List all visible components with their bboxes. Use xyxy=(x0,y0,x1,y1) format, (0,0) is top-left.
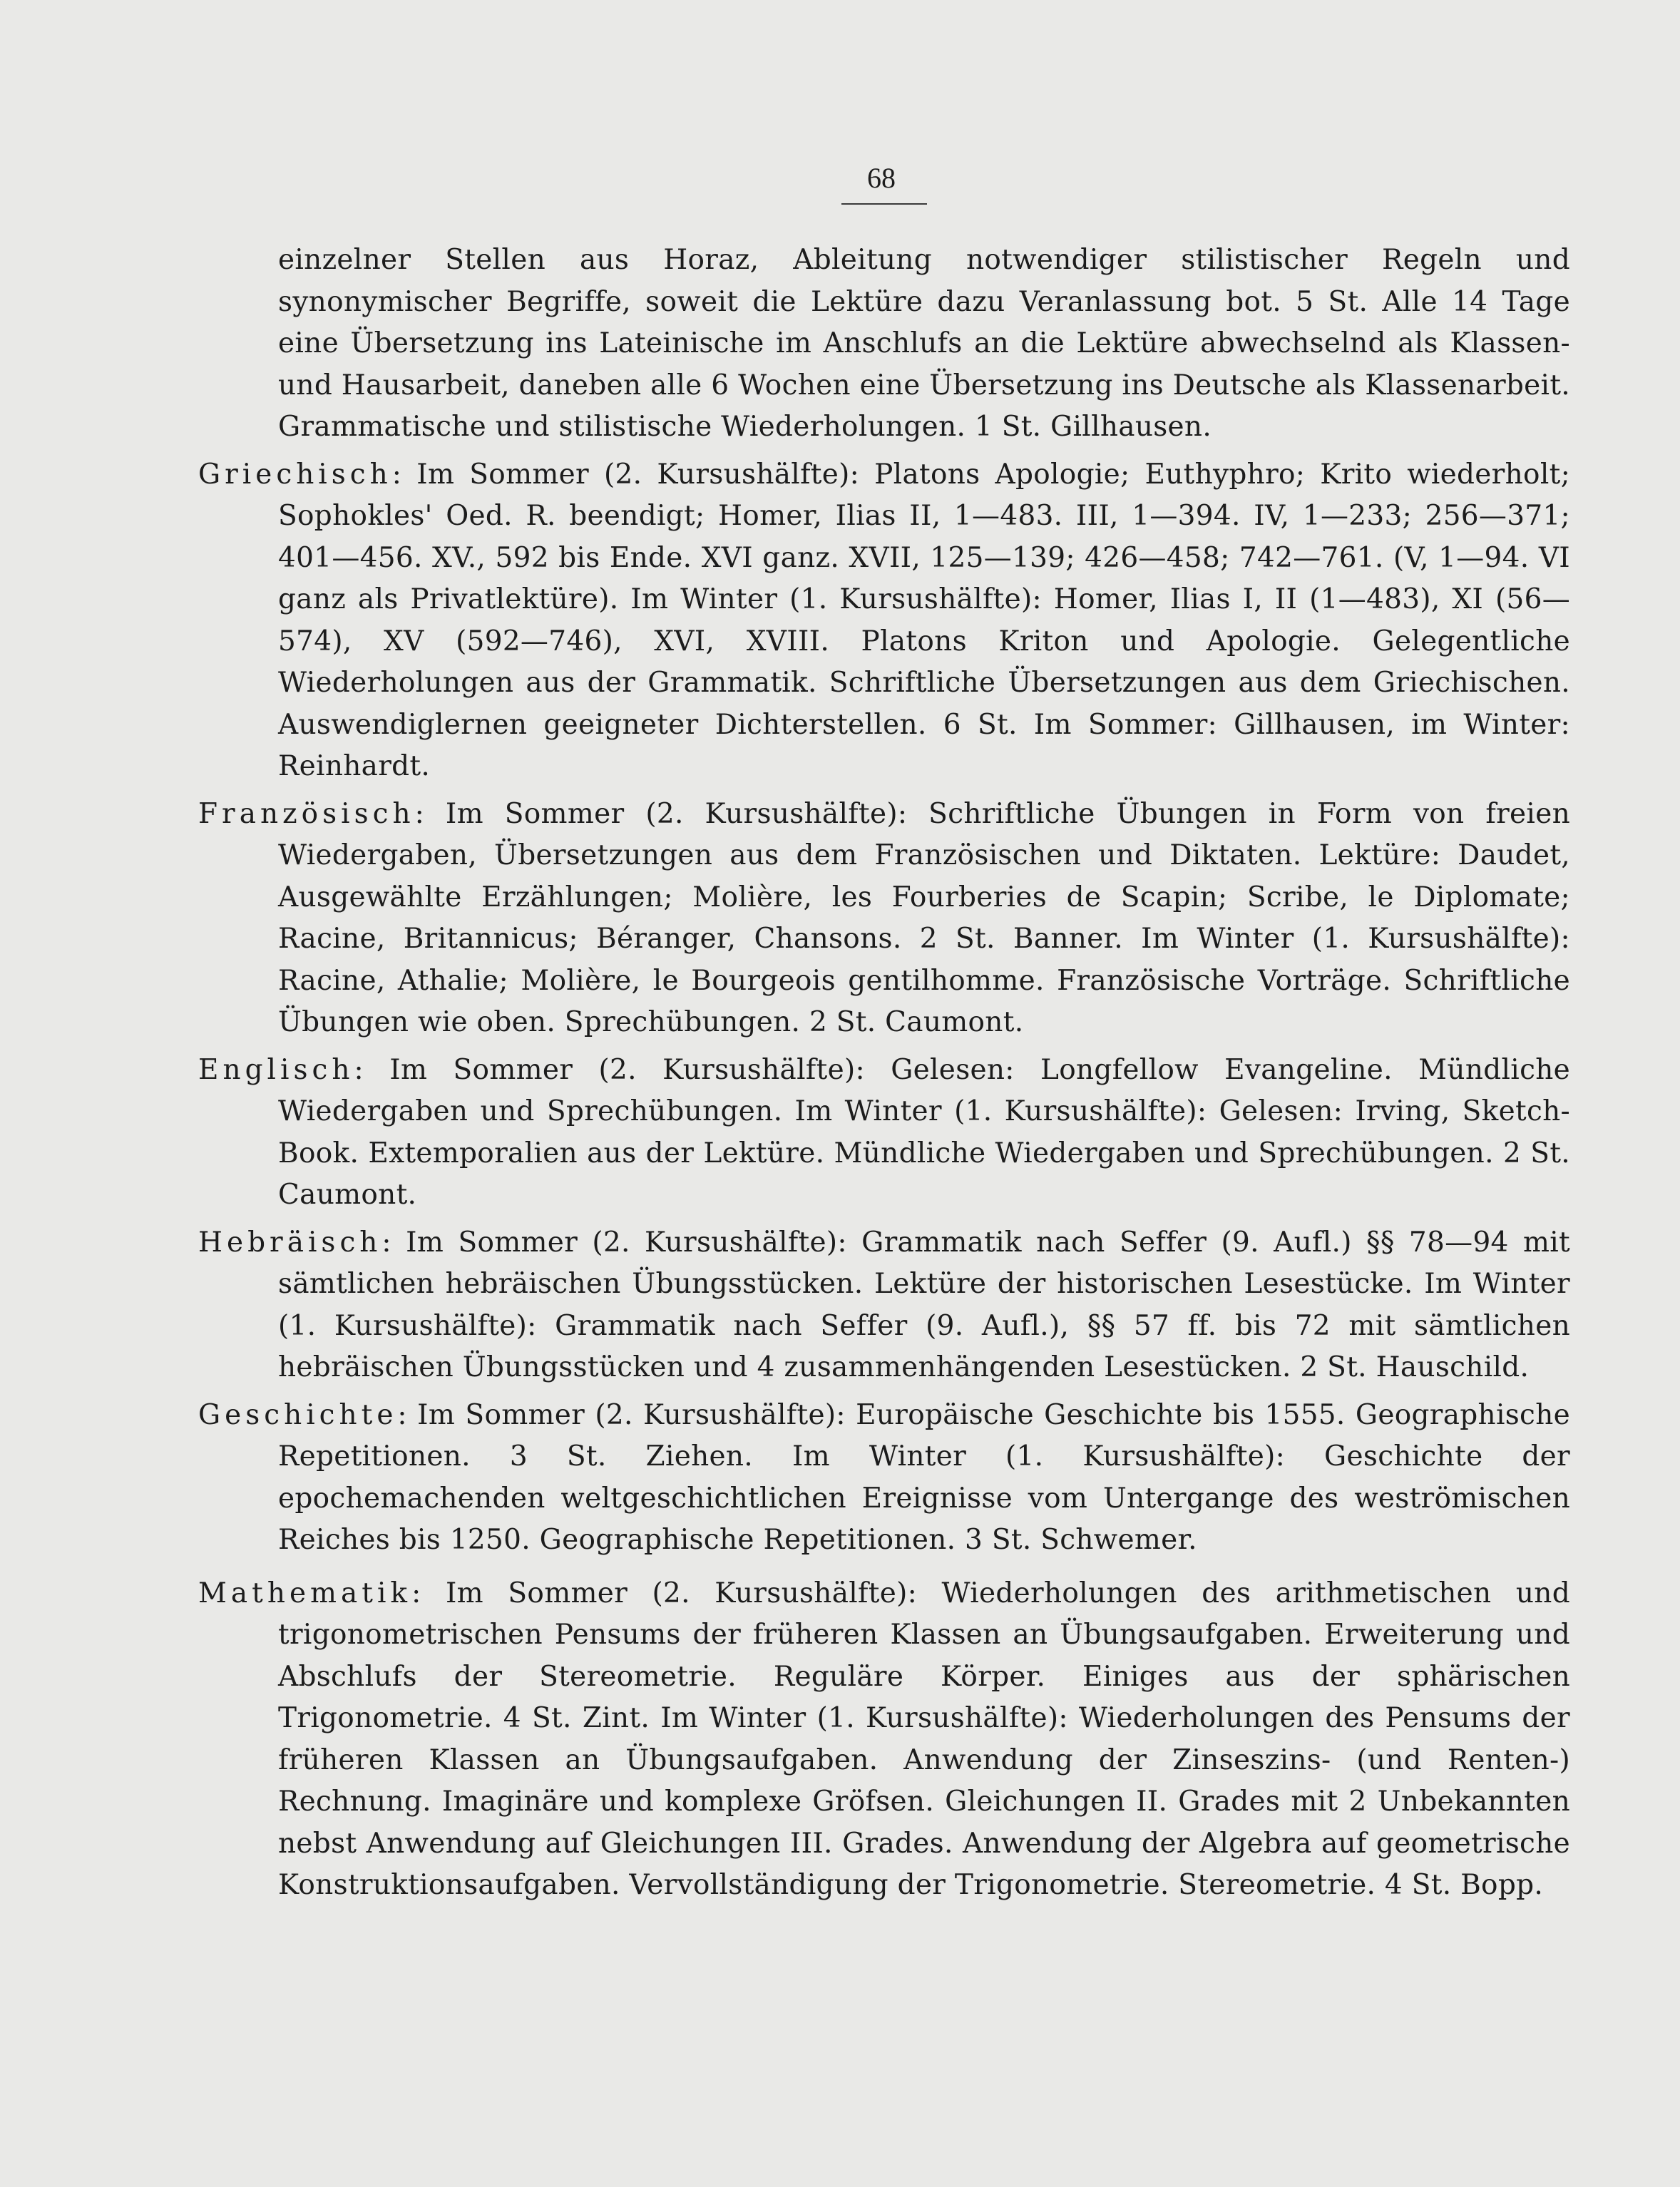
subject-heading: Griechisch xyxy=(198,458,392,491)
section-text: Im Sommer (2. Kursushälfte): Wiederholungen des arithmetischen und trigonometrischen Pensums der früheren Klassen an Übungsaufgaben. Erweiterung und Abschlufs der Stereometrie. Reguläre Körper. Einiges aus der sphärischen Trigonometrie. 4 St. Zint. Im Winter (1. Kursushälfte): Wiederholungen des Pensums der früheren Klassen an Übungsaufgaben. Anwendung der Zinseszins- (und Renten-) Rechnung. Imaginäre und komplexe Gröfsen. Gleichungen II. Grades mit 2 Unbekannten nebst Anwendung auf Gleichungen III. Grades. Anwendung der Algebra auf geometrische Konstruktionsaufgaben. Vervollständigung der Trigonometrie. Stereometrie. 4 St. Bopp. xyxy=(278,1577,1570,1901)
section-text: Im Sommer (2. Kursushälfte): Platons Apologie; Euthyphro; Krito wiederholt; Sophokles' Oed. R. beendigt; Homer, Ilias II, 1—483. III, 1—394. IV, 1—233; 256—371; 401—456. XV., 592 bis Ende. XVI ganz. XVII, 125—139; 426—458; 742—761. (V, 1—94. VI ganz als Privatlektüre). Im Winter (1. Kursushälfte): Homer, Ilias I, II (1—483), XI (56—574), XV (592—746), XVI, XVIII. Platons Kriton und Apologie. Gelegentliche Wiederholungen aus der Grammatik. Schriftliche Übersetzungen aus dem Griechischen. Auswendiglernen geeigneter Dichterstellen. 6 St. Im Sommer: Gillhausen, im Winter: Reinhardt. xyxy=(278,458,1571,782)
subject-heading: Englisch xyxy=(198,1053,354,1086)
section-text: Im Sommer (2. Kursushälfte): Gelesen: Longfellow Evangeline. Mündliche Wiedergaben und Sprechübungen. Im Winter (1. Kursushälfte): Gelesen: Irving, Sketch-Book. Extemporalien aus der Lektüre. Mündliche Wiedergaben und Sprechübungen. 2 St. Caumont. xyxy=(278,1053,1571,1211)
subject-heading: Französisch xyxy=(198,797,415,830)
page-number-rule xyxy=(841,203,927,205)
page-body xyxy=(198,240,1570,1907)
section-geschichte: Geschichte: Im Sommer (2. Kursushälfte): Europäische Geschichte bis 1555. Geographische Repetitionen. 3 St. Ziehen. Im Winter (1. Kursushälfte): Geschichte der epochemachenden weltgeschichtlichen Ereignisse vom Untergange des weströmischen Reiches bis 1250. Geographische Repetitionen. 3 St. Schwemer. xyxy=(198,1398,1570,1556)
subject-heading: Hebräisch xyxy=(198,1226,382,1259)
continuation-paragraph: einzelner Stellen aus Horaz, Ableitung notwendiger stilistischer Regeln und synonymischer Begriffe, soweit die Lektüre dazu Veranlassung bot. 5 St. Alle 14 Tage eine Übersetzung ins Lateinische im Anschlufs an die Lektüre abwechselnd als Klassen- und Hausarbeit, daneben alle 6 Wochen eine Übersetzung ins Deutsche als Klassenarbeit. Grammatische und stilistische Wiederholungen. 1 St. Gillhausen. xyxy=(278,244,1570,443)
page-number: 68 xyxy=(867,162,896,194)
section-mathematik: Mathematik: Im Sommer (2. Kursushälfte): Wiederholungen des arithmetischen und trigonometrischen Pensums der früheren Klassen an Übungsaufgaben. Erweiterung und Abschlufs der Stereometrie. Reguläre Körper. Einiges aus der sphärischen Trigonometrie. 4 St. Zint. Im Winter (1. Kursushälfte): Wiederholungen des Pensums der früheren Klassen an Übungsaufgaben. Anwendung der Zinseszins- (und Renten-) Rechnung. Imaginäre und komplexe Gröfsen. Gleichungen II. Grades mit 2 Unbekannten nebst Anwendung auf Gleichungen III. Grades. Anwendung der Algebra auf geometrische Konstruktionsaufgaben. Vervollständigung der Trigonometrie. Stereometrie. 4 St. Bopp. xyxy=(198,1577,1570,1901)
subject-heading: Geschichte xyxy=(198,1398,398,1431)
section-text: Im Sommer (2. Kursushälfte): Grammatik nach Seffer (9. Aufl.) §§ 78—94 mit sämtlichen hebräischen Übungsstücken. Lektüre der historischen Lesestücke. Im Winter (1. Kursushälfte): Grammatik nach Seffer (9. Aufl.), §§ 57 ff. bis 72 mit sämtlichen hebräischen Übungsstücken und 4 zusammenhängenden Lesestücken. 2 St. Hauschild. xyxy=(278,1226,1570,1383)
section-text: Im Sommer (2. Kursushälfte): Schriftliche Übungen in Form von freien Wiedergaben, Übersetzungen aus dem Französischen und Diktaten. Lektüre: Daudet, Ausgewählte Erzählungen; Molière, les Fourberies de Scapin; Scribe, le Diplomate; Racine, Britannicus; Béranger, Chansons. 2 St. Banner. Im Winter (1. Kursushälfte): Racine, Athalie; Molière, le Bourgeois gentilhomme. Französische Vorträge. Schriftliche Übungen wie oben. Sprechübungen. 2 St. Caumont. xyxy=(278,797,1570,1038)
section-hebraeisch: Hebräisch: Im Sommer (2. Kursushälfte): Grammatik nach Seffer (9. Aufl.) §§ 78—94 mit sämtlichen hebräischen Übungsstücken. Lektüre der historischen Lesestücke. Im Winter (1. Kursushälfte): Grammatik nach Seffer (9. Aufl.), §§ 57 ff. bis 72 mit sämtlichen hebräischen Übungsstücken und 4 zusammenhängenden Lesestücken. 2 St. Hauschild. xyxy=(198,1226,1570,1383)
section-text: Im Sommer (2. Kursushälfte): Europäische Geschichte bis 1555. Geographische Repetitionen. 3 St. Ziehen. Im Winter (1. Kursushälfte): Geschichte der epochemachenden weltgeschichtlichen Ereignisse vom Untergange des weströmischen Reiches bis 1250. Geographische Repetitionen. 3 St. Schwemer. xyxy=(278,1398,1570,1556)
section-englisch: Englisch: Im Sommer (2. Kursushälfte): Gelesen: Longfellow Evangeline. Mündliche Wiedergaben und Sprechübungen. Im Winter (1. Kursushälfte): Gelesen: Irving, Sketch-Book. Extemporalien aus der Lektüre. Mündliche Wiedergaben und Sprechübungen. 2 St. Caumont. xyxy=(198,1053,1571,1211)
subject-heading: Mathematik xyxy=(198,1577,412,1609)
section-griechisch: Griechisch: Im Sommer (2. Kursushälfte): Platons Apologie; Euthyphro; Krito wiederholt; Sophokles' Oed. R. beendigt; Homer, Ilias II, 1—483. III, 1—394. IV, 1—233; 256—371; 401—456. XV., 592 bis Ende. XVI ganz. XVII, 125—139; 426—458; 742—761. (V, 1—94. VI ganz als Privatlektüre). Im Winter (1. Kursushälfte): Homer, Ilias I, II (1—483), XI (56—574), XV (592—746), XVI, XVIII. Platons Kriton und Apologie. Gelegentliche Wiederholungen aus der Grammatik. Schriftliche Übersetzungen aus dem Griechischen. Auswendiglernen geeigneter Dichterstellen. 6 St. Im Sommer: Gillhausen, im Winter: Reinhardt. xyxy=(198,458,1571,782)
section-franzoesisch: Französisch: Im Sommer (2. Kursushälfte): Schriftliche Übungen in Form von freien Wiedergaben, Übersetzungen aus dem Französischen und Diktaten. Lektüre: Daudet, Ausgewählte Erzählungen; Molière, les Fourberies de Scapin; Scribe, le Diplomate; Racine, Britannicus; Béranger, Chansons. 2 St. Banner. Im Winter (1. Kursushälfte): Racine, Athalie; Molière, le Bourgeois gentilhomme. Französische Vorträge. Schriftliche Übungen wie oben. Sprechübungen. 2 St. Caumont. xyxy=(198,797,1570,1038)
